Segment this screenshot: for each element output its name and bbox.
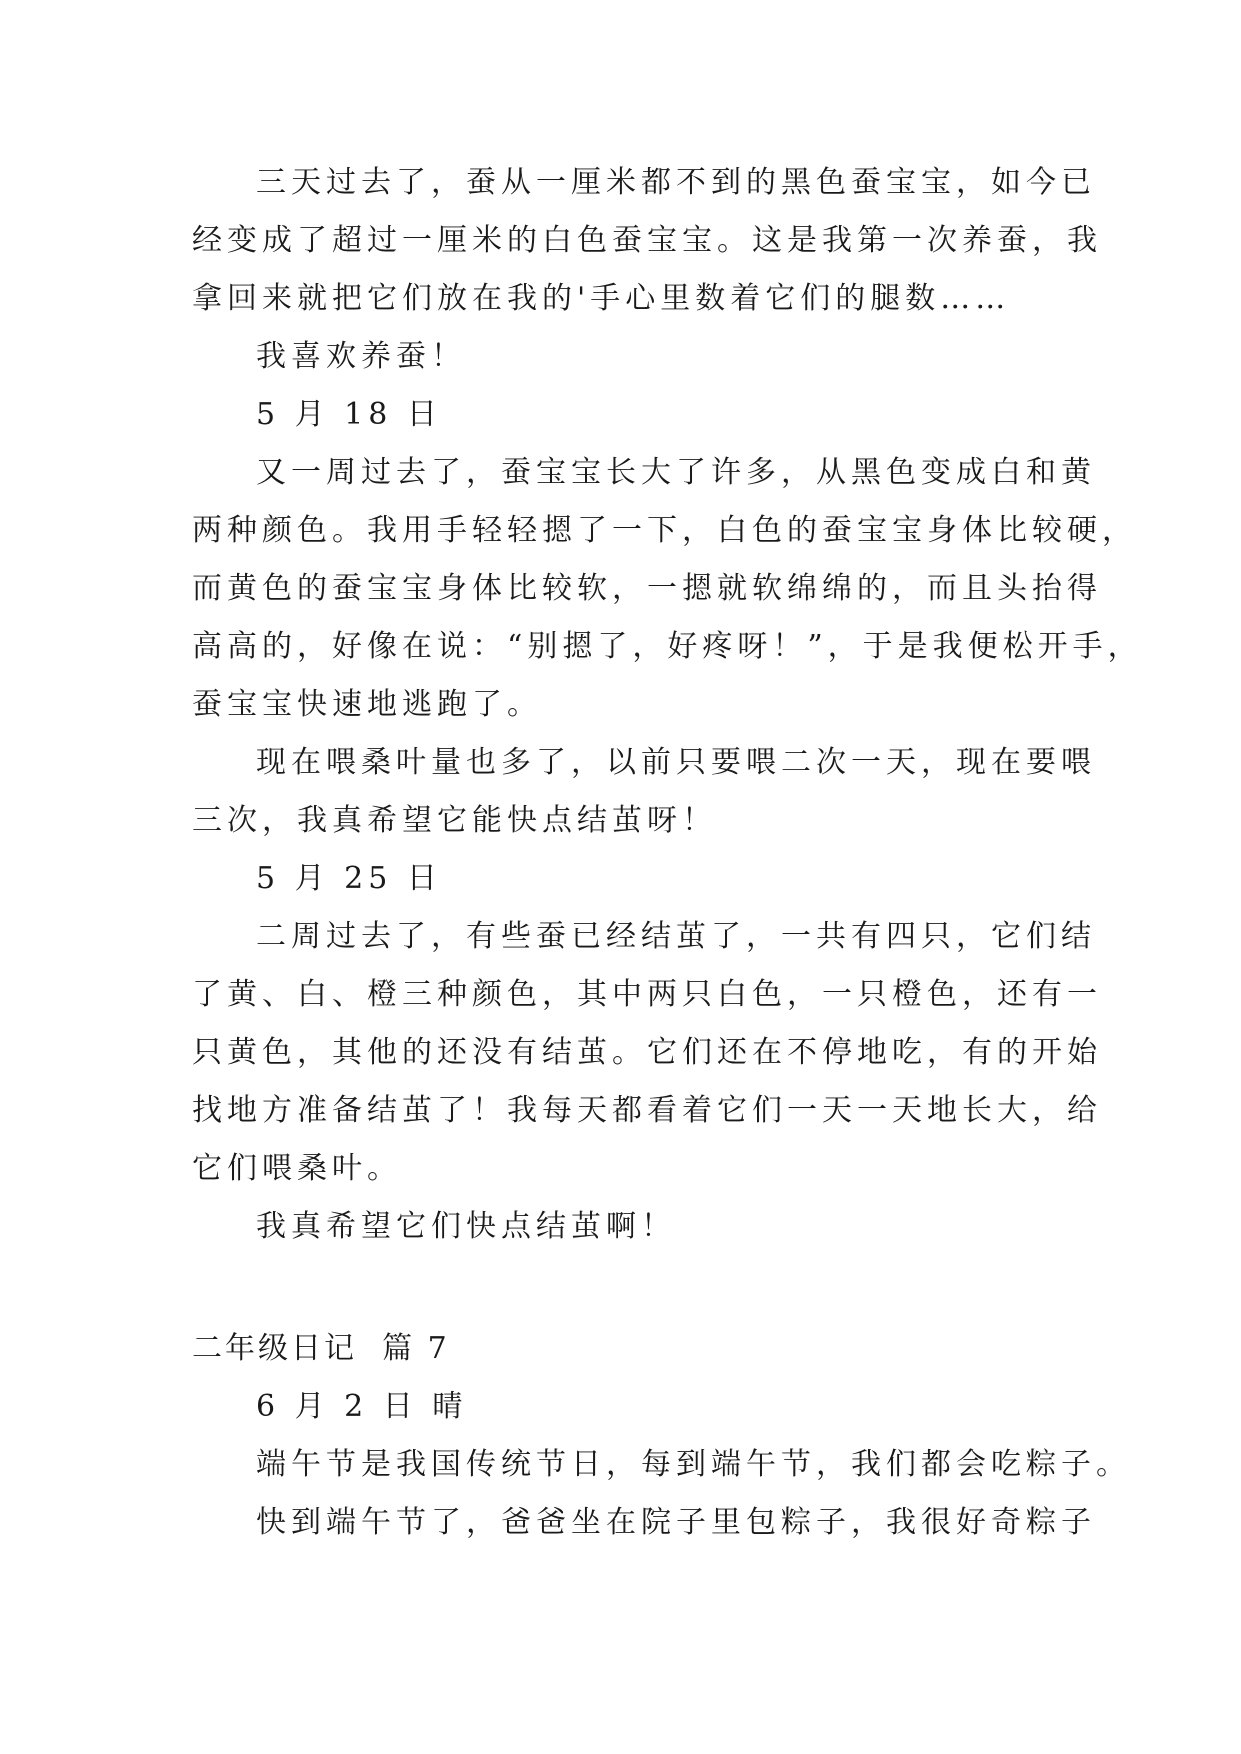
date-line: 5 月 18 日: [256, 397, 442, 432]
paragraph-line: 它们喂桑叶。: [192, 1151, 402, 1186]
diary-block-silkworm: [192, 154, 1143, 1256]
paragraph-line: 拿回来就把它们放在我的'手心里数着它们的腿数……: [192, 281, 1011, 316]
paragraph-line: 又一周过去了，蚕宝宝长大了许多，从黑色变成白和黄: [256, 455, 1096, 490]
paragraph-line: 找地方准备结茧了！我每天都看着它们一天一天地长大，给: [192, 1093, 1102, 1128]
paragraph-line: 我真希望它们快点结茧啊！: [256, 1209, 676, 1244]
paragraph-line: 端午节是我国传统节日，每到端午节，我们都会吃粽子。: [256, 1447, 1131, 1482]
paragraph-line: 现在喂桑叶量也多了，以前只要喂二次一天，现在要喂: [256, 745, 1096, 780]
paragraph-line: 二周过去了，有些蚕已经结茧了，一共有四只，它们结: [256, 919, 1096, 954]
paragraph-line: 快到端午节了，爸爸坐在院子里包粽子，我很好奇粽子: [256, 1505, 1096, 1540]
paragraph-line: 两种颜色。我用手轻轻摁了一下，白色的蚕宝宝身体比较硬，: [192, 513, 1137, 548]
paragraph-line: 三天过去了，蚕从一厘米都不到的黑色蚕宝宝，如今已: [256, 165, 1096, 200]
paragraph-line: 而黄色的蚕宝宝身体比较软，一摁就软绵绵的，而且头抬得: [192, 571, 1102, 606]
diary-block-dragon-boat: [192, 1378, 1131, 1552]
paragraph-line: 我喜欢养蚕！: [256, 339, 466, 374]
date-line: 6 月 2 日 晴: [256, 1389, 468, 1424]
paragraph-line: 高高的，好像在说：“别摁了，好疼呀！”，于是我便松开手，: [192, 629, 1143, 664]
section-heading: 二年级日记 篇 7: [192, 1331, 450, 1366]
date-line: 5 月 25 日: [256, 861, 442, 896]
paragraph-line: 蚕宝宝快速地逃跑了。: [192, 687, 542, 722]
paragraph-line: 三次，我真希望它能快点结茧呀！: [192, 803, 717, 838]
paragraph-line: 只黄色，其他的还没有结茧。它们还在不停地吃，有的开始: [192, 1035, 1102, 1070]
paragraph-line: 经变成了超过一厘米的白色蚕宝宝。这是我第一次养蚕，我: [192, 223, 1102, 258]
paragraph-line: 了黄、白、橙三种颜色，其中两只白色，一只橙色，还有一: [192, 977, 1102, 1012]
